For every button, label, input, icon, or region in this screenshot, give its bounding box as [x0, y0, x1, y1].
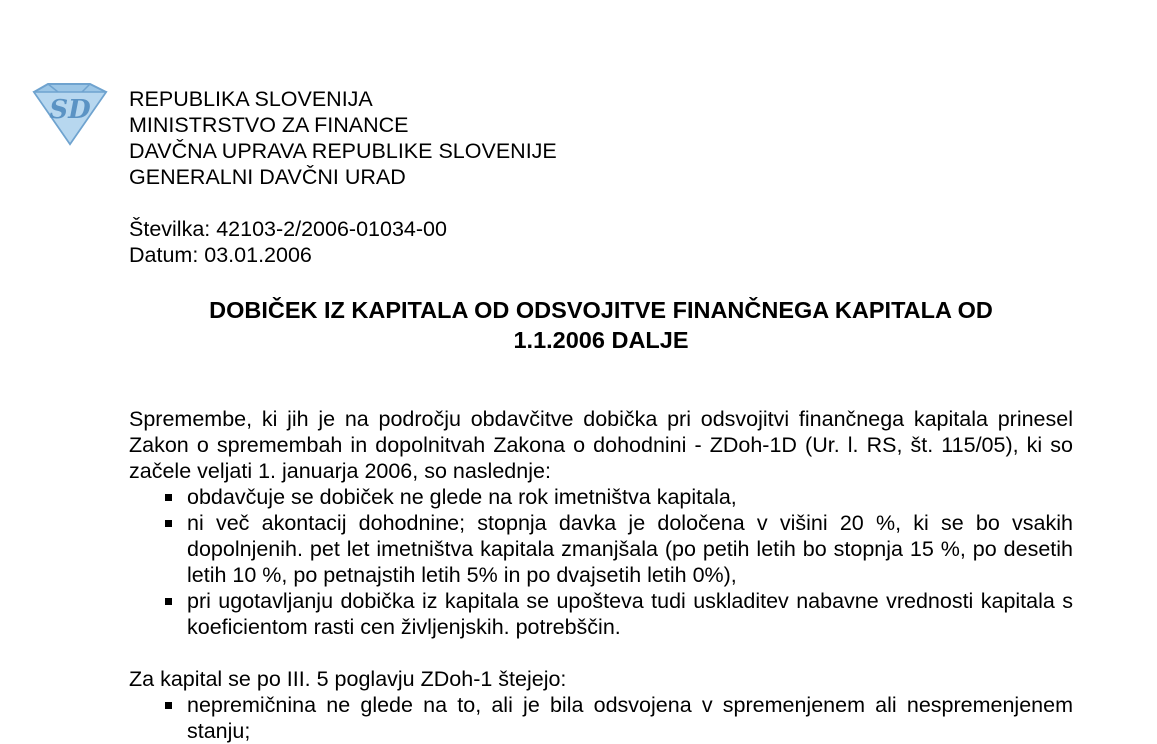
square-bullet-icon [165, 520, 172, 527]
square-bullet-icon [165, 702, 172, 709]
list-item: obdavčuje se dobiček ne glede na rok imetništva kapitala, [129, 484, 1073, 510]
durs-crest-icon [28, 78, 112, 150]
header-line-office: GENERALNI DAVČNI URAD [129, 165, 406, 189]
list-item: nepremičnina ne glede na to, ali je bila odsvojena v spremenjenem ali nespremenjenem stanju; [129, 692, 1073, 744]
header-line-republic: REPUBLIKA SLOVENIJA [129, 87, 373, 111]
intro-paragraph: Spremembe, ki jih je na področju obdavčitve dobička pri odsvojitvi finančnega kapitala prinesel Zakon o spremembah in dopolnitvah Zakona o dohodnini - ZDoh-1D (Ur. l. RS, št. 115/05), ki so začele veljati 1. januarja 2006, so naslednje: [129, 407, 1073, 483]
logo-text: SD [49, 95, 91, 125]
list-item: ni več akontacij dohodnine; stopnja davka je določena v višini 20 %, ki se bo vsakih dopolnjenih. pet let imetništva kapitala zmanjšala (po petih letih bo stopnja 15 %, po desetih letih 10 %, po petnajstih letih 5% in po dvajsetih letih 0%), [129, 510, 1073, 588]
header-line-tax-admin: DAVČNA UPRAVA REPUBLIKE SLOVENIJE [129, 139, 557, 163]
title-line-1: DOBIČEK IZ KAPITALA OD ODSVOJITVE FINANČNEGA KAPITALA OD [209, 297, 993, 323]
capital-intro: Za kapital se po III. 5 poglavju ZDoh-1 štejejo: [129, 667, 567, 691]
document-title [129, 295, 1073, 355]
changes-list [129, 484, 1073, 640]
document-body [129, 406, 1073, 744]
document-meta [129, 216, 447, 268]
capital-list [129, 692, 1073, 744]
durs-logo [28, 78, 112, 150]
document-date: Datum: 03.01.2006 [129, 243, 312, 267]
spacer [129, 640, 1073, 666]
title-line-2: 1.1.2006 DALJE [513, 327, 689, 353]
header-line-ministry: MINISTRSTVO ZA FINANCE [129, 113, 409, 137]
square-bullet-icon [165, 494, 172, 501]
document-number: Številka: 42103-2/2006-01034-00 [129, 217, 447, 241]
square-bullet-icon [165, 598, 172, 605]
institution-header [129, 86, 557, 190]
list-item: pri ugotavljanju dobička iz kapitala se upošteva tudi uskladitev nabavne vrednosti kapitala s koeficientom rasti cen življenjskih. potrebščin. [129, 588, 1073, 640]
